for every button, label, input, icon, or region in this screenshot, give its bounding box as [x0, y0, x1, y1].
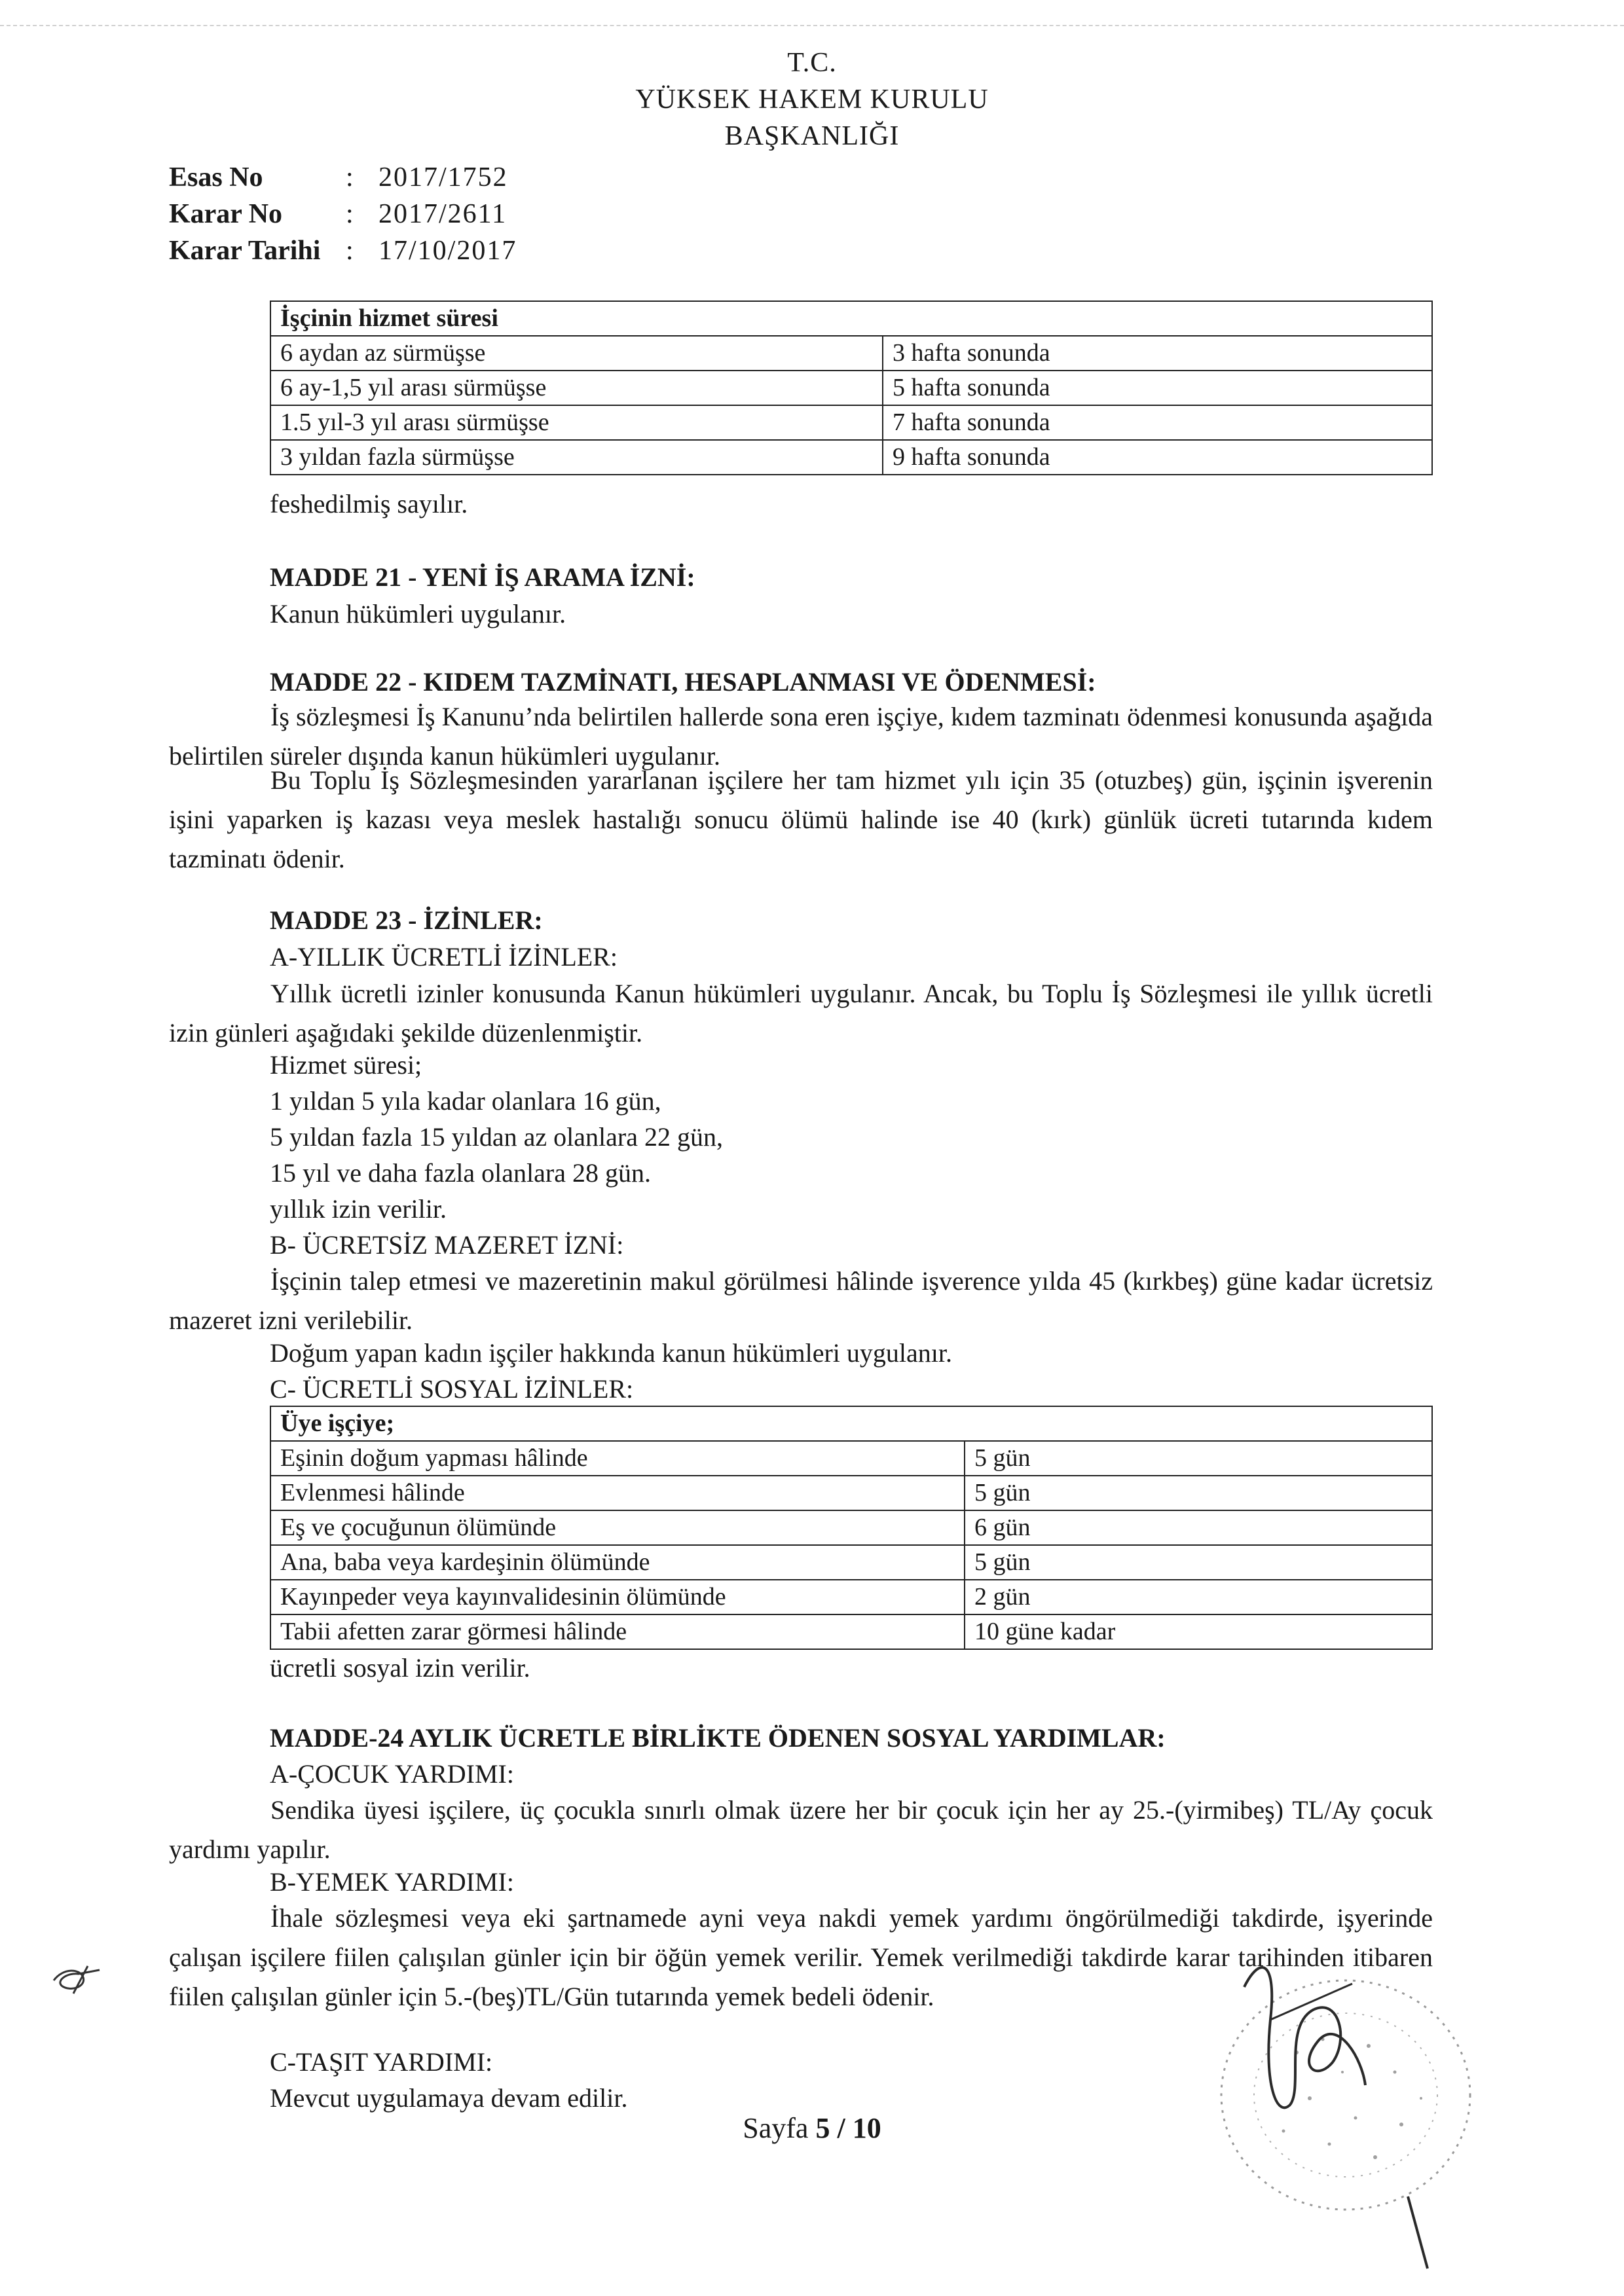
madde21-title: MADDE 21 - YENİ İŞ ARAMA İZNİ: — [270, 562, 695, 592]
meta-value: 2017/1752 — [378, 162, 508, 192]
table-row — [270, 336, 1432, 371]
margin-initial-mark — [47, 1961, 106, 1997]
table-cell-notice: 9 hafta sonunda — [883, 440, 1432, 475]
page-number-total: 10 — [852, 2112, 881, 2144]
page-number-slash: / — [837, 2112, 845, 2144]
meta-label: Karar No — [169, 199, 283, 229]
madde23-a-line-5: yıllık izin verilir. — [270, 1194, 447, 1224]
meta-sep: : — [346, 199, 354, 229]
table-cell-event: Eşinin doğum yapması hâlinde — [270, 1441, 965, 1476]
table-row — [270, 1476, 1432, 1510]
table-header-cell: İşçinin hizmet süresi — [270, 301, 1432, 336]
table-cell-notice: 3 hafta sonunda — [883, 336, 1432, 371]
madde23-a-line-3: 5 yıldan fazla 15 yıldan az olanlara 22 gün, — [270, 1122, 723, 1152]
table-cell-days: 5 gün — [965, 1476, 1432, 1510]
table-row — [270, 1614, 1432, 1649]
table-cell-notice: 5 hafta sonunda — [883, 371, 1432, 405]
madde24-c-paragraph: Mevcut uygulamaya devam edilir. — [270, 2083, 628, 2113]
meta-label: Karar Tarihi — [169, 236, 321, 266]
table-cell-days: 2 gün — [965, 1580, 1432, 1614]
table-row — [270, 405, 1432, 440]
table-row — [270, 1441, 1432, 1476]
madde21-text: Kanun hükümleri uygulanır. — [270, 599, 566, 629]
meta-sep: : — [346, 162, 354, 192]
header-institution: YÜKSEK HAKEM KURULU — [635, 84, 989, 115]
service-notice-table — [270, 301, 1433, 475]
header-presidency: BAŞKANLIĞI — [724, 121, 900, 151]
social-leave-table — [270, 1406, 1433, 1650]
header-tc: T.C. — [787, 48, 837, 78]
table-cell-period: 3 yıldan fazla sürmüşse — [270, 440, 883, 475]
madde22-title: MADDE 22 - KIDEM TAZMİNATI, HESAPLANMASI VE ÖDENMESİ: — [270, 667, 1096, 697]
table-row — [270, 1580, 1432, 1614]
madde23-b-paragraph-2: Doğum yapan kadın işçiler hakkında kanun hükümleri uygulanır. — [270, 1338, 952, 1368]
madde23-a-line-2: 1 yıldan 5 yıla kadar olanlara 16 gün, — [270, 1086, 661, 1116]
table-cell-period: 6 ay-1,5 yıl arası sürmüşse — [270, 371, 883, 405]
madde22-paragraph-1: İş sözleşmesi İş Kanunu’nda belirtilen hallerde sona eren işçiye, kıdem tazminatı ödenmesi konusunda aşağıda belirtilen süreler dışında kanun hükümleri uygulanır. — [169, 702, 1433, 771]
madde24-a-title: A-ÇOCUK YARDIMI: — [270, 1759, 514, 1789]
page-number-prefix: Sayfa — [743, 2112, 809, 2144]
madde23-a-title: A-YILLIK ÜCRETLİ İZİNLER: — [270, 942, 618, 972]
table-cell-days: 6 gün — [965, 1510, 1432, 1545]
madde24-title: MADDE-24 AYLIK ÜCRETLE BİRLİKTE ÖDENEN SOSYAL YARDIMLAR: — [270, 1723, 1166, 1753]
official-stamp-and-signature — [1198, 1948, 1493, 2275]
table-header-row — [270, 1406, 1432, 1441]
madde24-b-title: B-YEMEK YARDIMI: — [270, 1867, 514, 1897]
meta-karar-no — [169, 198, 507, 230]
table-cell-event: Ana, baba veya kardeşinin ölümünde — [270, 1545, 965, 1580]
table-cell-event: Evlenmesi hâlinde — [270, 1476, 965, 1510]
table-row — [270, 1510, 1432, 1545]
scan-edge-line — [0, 25, 1624, 26]
table-header-cell: Üye işçiye; — [270, 1406, 1432, 1441]
table-cell-event: Tabii afetten zarar görmesi hâlinde — [270, 1614, 965, 1649]
madde23-a-paragraph: Yıllık ücretli izinler konusunda Kanun hükümleri uygulanır. Ancak, bu Toplu İş Sözleşmesi ile yıllık ücretli izin günleri aşağıdaki şekilde düzenlenmiştir. — [169, 979, 1433, 1048]
madde24-b-paragraph: İhale sözleşmesi veya eki şartnamede ayni veya nakdi yemek yardımı öngörülmediği takdirde, işyerinde çalışan işçilere fiilen çalışılan günler için bir öğün yemek verilir. Yemek verilmediği takdirde karar tarihinden itibaren fiilen çalışılan günler için 5.-(beş)TL/Gün tutarında yemek bedeli ödenir. — [169, 1903, 1433, 2011]
table-cell-days: 5 gün — [965, 1441, 1432, 1476]
meta-label: Esas No — [169, 162, 263, 192]
table-cell-event: Eş ve çocuğunun ölümünde — [270, 1510, 965, 1545]
table-cell-notice: 7 hafta sonunda — [883, 405, 1432, 440]
table-cell-period: 6 aydan az sürmüşse — [270, 336, 883, 371]
meta-sep: : — [346, 236, 354, 266]
table-cell-days: 10 güne kadar — [965, 1614, 1432, 1649]
madde23-b-paragraph-1: İşçinin talep etmesi ve mazeretinin makul görülmesi hâlinde işverence yılda 45 (kırkbeş) güne kadar ücretsiz mazeret izni verilebilir. — [169, 1266, 1433, 1335]
madde23-title: MADDE 23 - İZİNLER: — [270, 905, 543, 935]
madde23-b-title: B- ÜCRETSİZ MAZERET İZNİ: — [270, 1230, 624, 1260]
madde23-c-after: ücretli sosyal izin verilir. — [270, 1653, 530, 1683]
madde24-a-paragraph: Sendika üyesi işçilere, üç çocukla sınırlı olmak üzere her bir çocuk için her ay 25.-(yirmibeş) TL/Ay çocuk yardımı yapılır. — [169, 1795, 1433, 1864]
table-row — [270, 1545, 1432, 1580]
service-table-after: feshedilmiş sayılır. — [270, 489, 468, 519]
madde22-paragraph-2: Bu Toplu İş Sözleşmesinden yararlanan işçilere her tam hizmet yılı için 35 (otuzbeş) gün, işçinin işverenin işini yaparken iş kazası veya meslek hastalığı sonucu ölümü halinde ise 40 (kırk) günlük ücreti tutarında kıdem tazminatı ödenir. — [169, 765, 1433, 873]
meta-value: 2017/2611 — [378, 199, 507, 229]
meta-karar-tarihi — [169, 235, 517, 266]
table-cell-period: 1.5 yıl-3 yıl arası sürmüşse — [270, 405, 883, 440]
madde24-c-title: C-TAŞIT YARDIMI: — [270, 2047, 493, 2077]
table-row — [270, 440, 1432, 475]
madde23-a-line-1: Hizmet süresi; — [270, 1050, 422, 1080]
meta-value: 17/10/2017 — [378, 236, 517, 266]
page-number-current: 5 — [815, 2112, 830, 2144]
table-cell-event: Kayınpeder veya kayınvalidesinin ölümünde — [270, 1580, 965, 1614]
madde23-a-line-4: 15 yıl ve daha fazla olanlara 28 gün. — [270, 1158, 651, 1188]
table-row — [270, 371, 1432, 405]
meta-esas-no — [169, 162, 508, 193]
table-cell-days: 5 gün — [965, 1545, 1432, 1580]
table-header-row — [270, 301, 1432, 336]
madde23-c-title: C- ÜCRETLİ SOSYAL İZİNLER: — [270, 1374, 634, 1404]
